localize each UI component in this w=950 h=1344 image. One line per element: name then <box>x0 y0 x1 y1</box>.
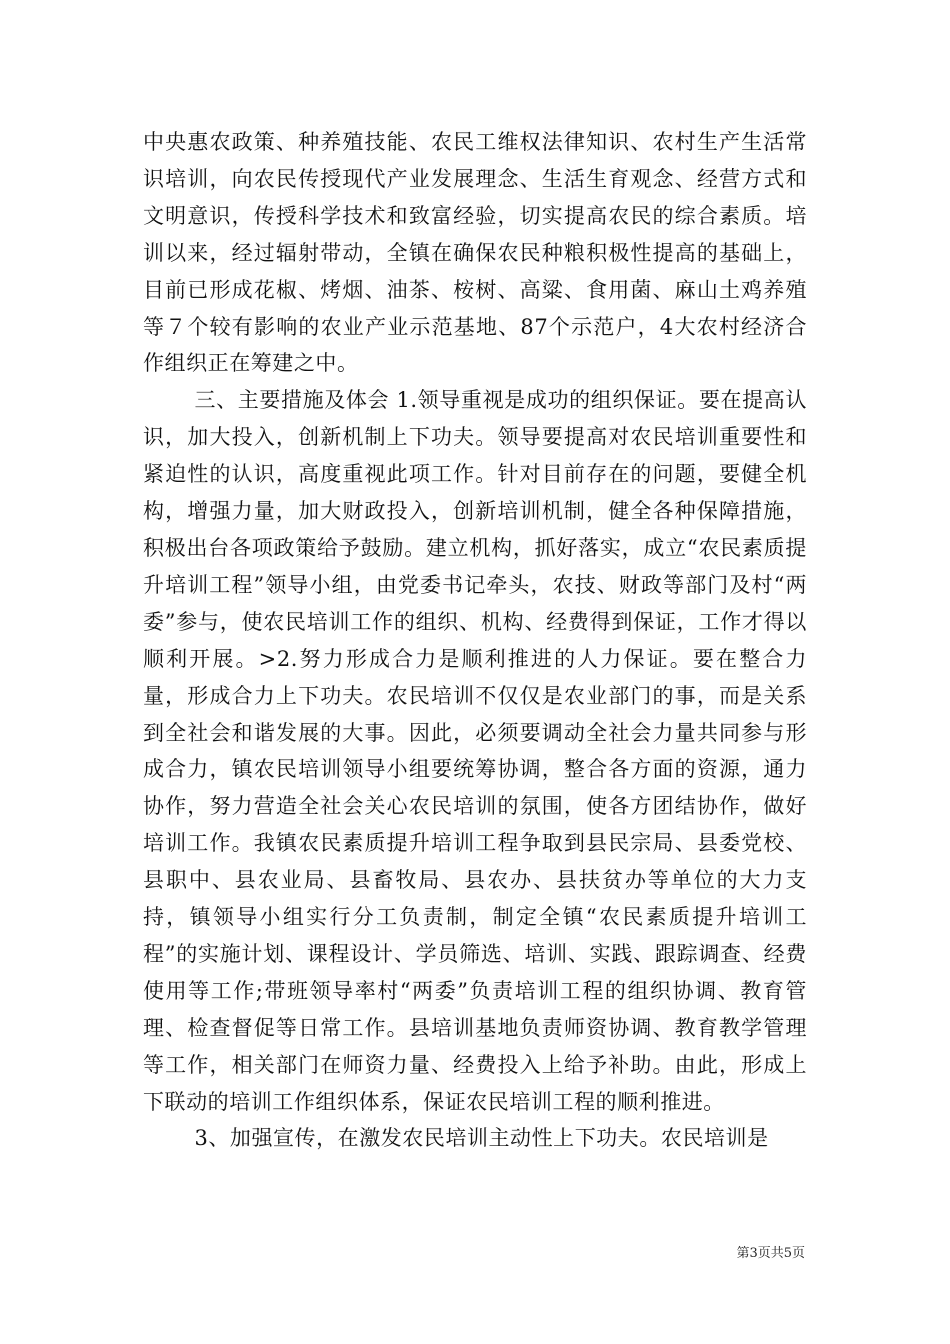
paragraph-1: 中央惠农政策、种养殖技能、农民工维权法律知识、农村生产生活常识培训，向农民传授现代产业发展理念、生活生育观念、经营方式和文明意识，传授科学技术和致富经验，切实提高农民的综合素质。培训以来，经过辐射带动，全镇在确保农民种粮积极性提高的基础上，目前已形成花椒、烤烟、油茶、桉树、高粱、食用菌、麻山土鸡养殖等７个较有影响的农业产业示范基地、87个示范户，4大农村经济合作组织正在筹建之中。 <box>143 130 807 376</box>
paragraph-2: 三、主要措施及体会 1.领导重视是成功的组织保证。要在提高认识，加大投入，创新机制上下功夫。领导要提高对农民培训重要性和紧迫性的认识，高度重视此项工作。针对目前存在的问题，要健全机构，增强力量，加大财政投入，创新培训机制，健全各种保障措施，积极出台各项政策给予鼓励。建立机构，抓好落实，成立“农民素质提升培训工程”领导小组，由党委书记牵头，农技、财政等部门及村“两委”参与，使农民培训工作的组织、机构、经费得到保证，工作才得以顺利开展。>2.努力形成合力是顺利推进的人力保证。要在整合力量，形成合力上下功夫。农民培训不仅仅是农业部门的事，而是关系到全社会和谐发展的大事。因此，必须要调动全社会力量共同参与形成合力，镇农民培训领导小组要统筹协调，整合各方面的资源，通力协作，努力营造全社会关心农民培训的氛围，使各方团结协作，做好培训工作。我镇农民素质提升培训工程争取到县民宗局、县委党校、县职中、县农业局、县畜牧局、县农办、县扶贫办等单位的大力支持，镇领导小组实行分工负责制，制定全镇“农民素质提升培训工程”的实施计划、课程设计、学员筛选、培训、实践、跟踪调查、经费使用等工作;带班领导率村“两委”负责培训工程的组织协调、教育管理、检查督促等日常工作。县培训基地负责师资协调、教育教学管理等工作，相关部门在师资力量、经费投入上给予补助。由此，形成上下联动的培训工作组织体系，保证农民培训工程的顺利推进。 <box>143 388 807 1114</box>
paragraph-3: 3、加强宣传，在激发农民培训主动性上下功夫。农民培训是 <box>194 1126 769 1151</box>
page-number: 第3页共5页 <box>736 1246 805 1261</box>
document-body <box>143 124 807 1157</box>
